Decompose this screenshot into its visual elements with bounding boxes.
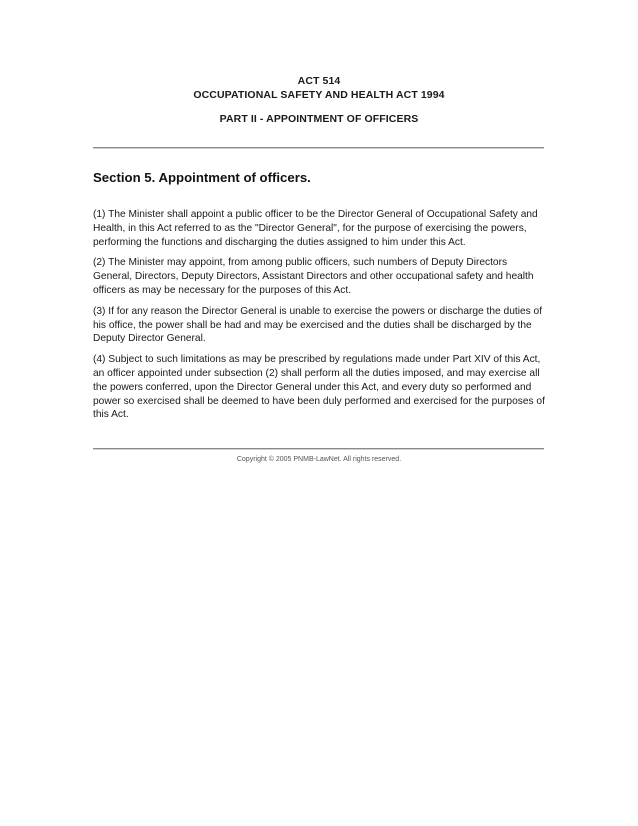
paragraph-4: (4) Subject to such limitations as may be prescribed by regulations made under Part XIV of this Act, an officer appointed under subsection (2) shall perform all the duties imposed, and may exercise all the powers conferred, upon the Director General under this Act, and every duty so performed and power so exercised shall be deemed to have been duly performed and exercised for the purposes of this Act. <box>93 354 545 421</box>
act-number: ACT 514 <box>297 75 341 87</box>
section-title: Section 5. Appointment of officers. <box>93 170 311 185</box>
section-body <box>93 208 548 429</box>
act-title: OCCUPATIONAL SAFETY AND HEALTH ACT 1994 <box>193 89 445 101</box>
copyright-footer: Copyright © 2005 PNMB-LawNet. All rights reserved. <box>236 456 402 463</box>
top-divider <box>93 147 544 149</box>
paragraph-3: (3) If for any reason the Director General is unable to exercise the powers or discharge the duties of his office, the power shall be had and may be exercised and the duties shall be discharged by the Deputy Director General. <box>93 305 543 345</box>
paragraph-2: (2) The Minister may appoint, from among public officers, such numbers of Deputy Directors General, Directors, Deputy Directors, Assistant Directors and other occupational safety and health officers as may be necessary for the purposes of this Act. <box>93 257 534 296</box>
paragraph-1: (1) The Minister shall appoint a public officer to be the Director General of Occupational Safety and Health, in this Act referred to as the "Director General", for the purpose of exercising the powers, performing the functions and discharging the duties assigned to him under this Act. <box>93 209 538 248</box>
bottom-divider <box>93 448 544 450</box>
document-header <box>0 74 638 126</box>
part-title: PART II - APPOINTMENT OF OFFICERS <box>219 113 419 125</box>
